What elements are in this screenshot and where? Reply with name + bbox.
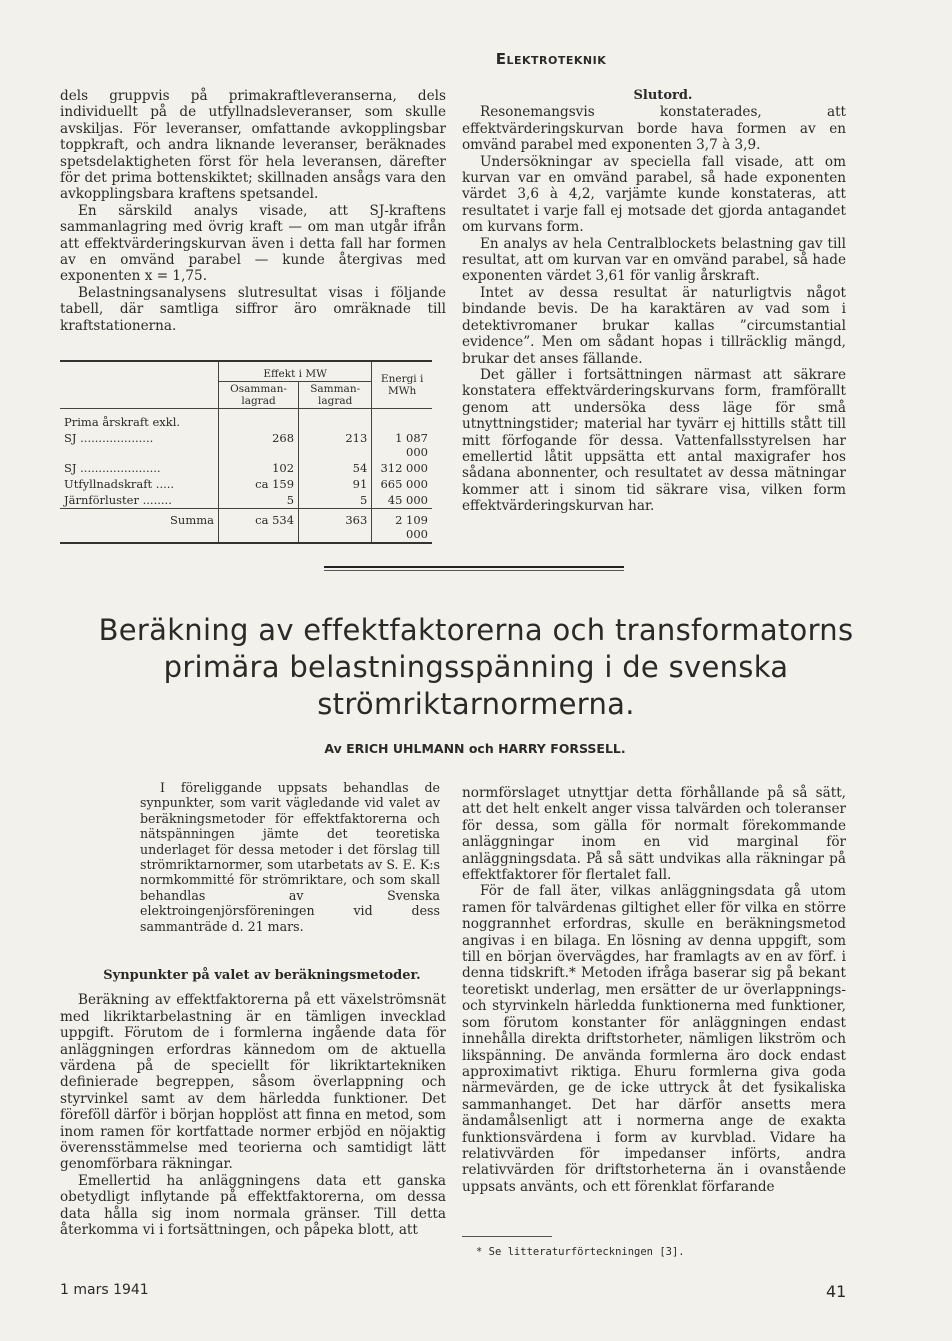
article-title-line: Beräkning av effektfaktorerna och transformatorns — [98, 613, 854, 647]
top-left-column — [60, 88, 446, 544]
table-header-unsynchronized: Osamman-lagrad — [219, 382, 299, 409]
table-row-label: SJ ...................... — [64, 461, 161, 476]
paragraph: En analys av hela Centralblockets belastning gav till resultat, att om kurvan var en omvänd parabel, så hade exponenten värdet 3,61 för vanlig årskraft. — [462, 235, 846, 285]
paragraph: För de fall äter, vilkas anläggningsdata gå utom ramen för talvärdenas giltighet eller för vilka en större noggrannhet erfordras, skulle en beräkningsmetod angivas i en bilaga. En lösning av denna uppgift, som till en början övervägdes, har framlagts av en av förf. i denna tidskrift.* Metoden ifråga baserar sig på bekant teoretiskt underlag, men ersätter de ur överlappnings- och styrvinkeln härledda funktionerna med funktioner, som förutom konstanter för anläggningen endast innehålla direkta driftstorheter, nämligen likström och likspänning. De använda formlerna äro dock endast approximativt riktiga. Ehuru formlerna giva goda närmevärden, ge de icke uttryck åt det fysikaliska sammanhanget. Det har därför ansetts mera ändamålsenligt att i normerna ange de exakta funktionsvärdena i form av kurvblad. Vidare ha relativvärden för impedanser införts, andra relativvärden för driftstorheterna än i ovanstående uppsats använts, och ett förenklat förfarande — [462, 883, 846, 1195]
table-sum-cell: ca 534 — [219, 509, 299, 544]
table-cell: 54 — [299, 460, 372, 476]
table-group-header: Effekt i MW — [219, 361, 372, 382]
article-left-column — [60, 968, 446, 1239]
table-cell: 665 000 — [372, 476, 432, 492]
section-divider-thin — [324, 570, 624, 571]
article-right-column — [462, 785, 846, 1195]
table-sum-cell: 2 109 000 — [372, 509, 432, 544]
journal-section-header: Elektroteknik — [495, 50, 607, 68]
paragraph: En särskild analys visade, att SJ-kraftens sammanlagring med övrig kraft — om man utgår ifrån att effektvärderingskurvan även i detta fall har formen av en omvänd parabel — kunde återgivas med exponenten x = 1,75. — [60, 202, 446, 285]
abstract-text: I föreliggande uppsats behandlas de synpunkter, som varit vägledande vid valet av beräkningsmetoder för effektfaktorerna och nätspänningen jämte det teoretiska underlaget för dessa metoder i det förslag till strömriktarnormer, som utarbetats av S. E. K:s normkommitté för strömriktare, och som skall behandlas av Svenska elektroingenjörsföreningen vid dess sammanträde d. 21 mars. — [140, 780, 440, 934]
table-row-label: SJ .................... — [64, 431, 154, 446]
paragraph: Det gäller i fortsättningen närmast att säkrare konstatera effektvärderingskurvans form, framförallt genom att undersöka dess läge för små utnyttningstider; material har tyvärr ej hittills stått till mitt förfogande för dessa. Vattenfallsstyrelsen har emellertid låtit uppsätta ett antal maxigrafer hos sådana abonnenter, och resultatet av dessa mätningar kommer att i sinom tid säkrare visa, vilken form effektvärderingskurvan har. — [462, 366, 846, 515]
page-number: 41 — [826, 1282, 847, 1301]
footnote: * Se litteraturförteckningen [3]. — [476, 1246, 685, 1258]
table-cell: 268 — [219, 430, 299, 460]
paragraph: normförslaget utnyttjar detta förhållande på så sätt, att det helt enkelt anger vissa talvärden och toleranser för dessa, som gälla för normalt förekommande anläggningar inom en vid marginal för anläggningsdata. På så sätt undvikas alla räkningar på effektfaktorer för flertalet fall. — [462, 785, 846, 884]
table-cell: 312 000 — [372, 460, 432, 476]
article-byline: Av ERICH UHLMANN och HARRY FORSSELL. — [324, 741, 626, 756]
table-cell: 5 — [299, 492, 372, 509]
issue-date: 1 mars 1941 — [60, 1282, 149, 1298]
article-title-line: primära belastningsspänning i de svenska — [163, 650, 789, 684]
section-heading-conclusion: Slutord. — [633, 88, 693, 103]
table-row-label: Prima årskraft exkl. — [64, 415, 181, 430]
paragraph: Intet av dessa resultat är naturligtvis något bindande bevis. De ha karaktären av vad som i detektivromaner brukar kallas ”circumstantial evidence”. Men om sådant hopas i tillräcklig mängd, brukar det anses fällande. — [462, 284, 846, 367]
table-cell: 91 — [299, 476, 372, 492]
paragraph: Resonemangsvis konstaterades, att effektvärderingskurvan borde hava formen av en omvänd parabel med exponenten 3,7 à 3,9. — [462, 104, 846, 154]
paragraph: Undersökningar av speciella fall visade, att om kurvan var en omvänd parabel, så hade exponenten värdet 3,6 à 4,2, varjämte kunde konstateras, att resultatet i varje fall ej motsade det gjorda antagandet om kurvans form. — [462, 153, 846, 236]
paragraph: Emellertid ha anläggningens data ett ganska obetydligt inflytande på effektfaktorerna, om dessa data hålla sig inom normala gränser. Till detta återkomma vi i fortsättningen, och påpeka blott, att — [60, 1172, 446, 1239]
top-right-column — [462, 88, 846, 515]
table-sum-cell: 363 — [299, 509, 372, 544]
paragraph: Beräkning av effektfaktorerna på ett växelströmsnät med likriktarbelastning är en tämligen invecklad uppgift. Förutom de i formlerna ingående data för anläggningen erfordras kännedom om de aktuella värdena på de speciellt för likriktartekniken definierade begreppen, såsom överlappning och styrvinkel samt av dem härledda funktioner. Det föreföll därför i början hopplöst att finna en metod, som inom ramen för kortfattade normer erbjöd en nöjaktig överensstämmelse med teorierna och samtidigt lätt genomförbara räkningar. — [60, 992, 446, 1173]
table-cell: ca 159 — [219, 476, 299, 492]
section-divider — [324, 566, 624, 568]
table-cell: 102 — [219, 460, 299, 476]
section-heading: Synpunkter på valet av beräkningsmetoder. — [103, 968, 421, 983]
table-header-energy: Energi i MWh — [372, 361, 432, 409]
table-row-label: Utfyllnadskraft ..... — [64, 477, 175, 492]
table-cell: 213 — [299, 430, 372, 460]
load-analysis-table — [60, 360, 432, 544]
article-title-line: strömriktarnormerna. — [317, 687, 635, 721]
table-sum-label: Summa — [170, 513, 214, 528]
table-row-label: Järnförluster ........ — [64, 493, 172, 508]
table-header-synchronized: Samman-lagrad — [299, 382, 372, 409]
paragraph: Belastningsanalysens slutresultat visas i följande tabell, där samtliga siffror äro omräknade till kraftstationerna. — [60, 284, 446, 334]
paragraph: dels gruppvis på primakraftleveranserna, dels individuellt på de utfyllnadsleveranser, som skulle avskiljas. För leveranser, omfattande avkopplingsbar toppkraft, och andra liknande leveranser, beräknades spetsdelaktigheten först för hela leveransen, därefter för det prima bottenskiktet; skillnaden ansågs vara den avkopplingsbara kraftens spetsandel. — [60, 88, 446, 203]
table-cell: 5 — [219, 492, 299, 509]
table-cell: 1 087 000 — [372, 430, 432, 460]
article-abstract — [140, 780, 440, 934]
footnote-rule — [462, 1236, 552, 1237]
article-title — [40, 612, 912, 723]
table-cell: 45 000 — [372, 492, 432, 509]
